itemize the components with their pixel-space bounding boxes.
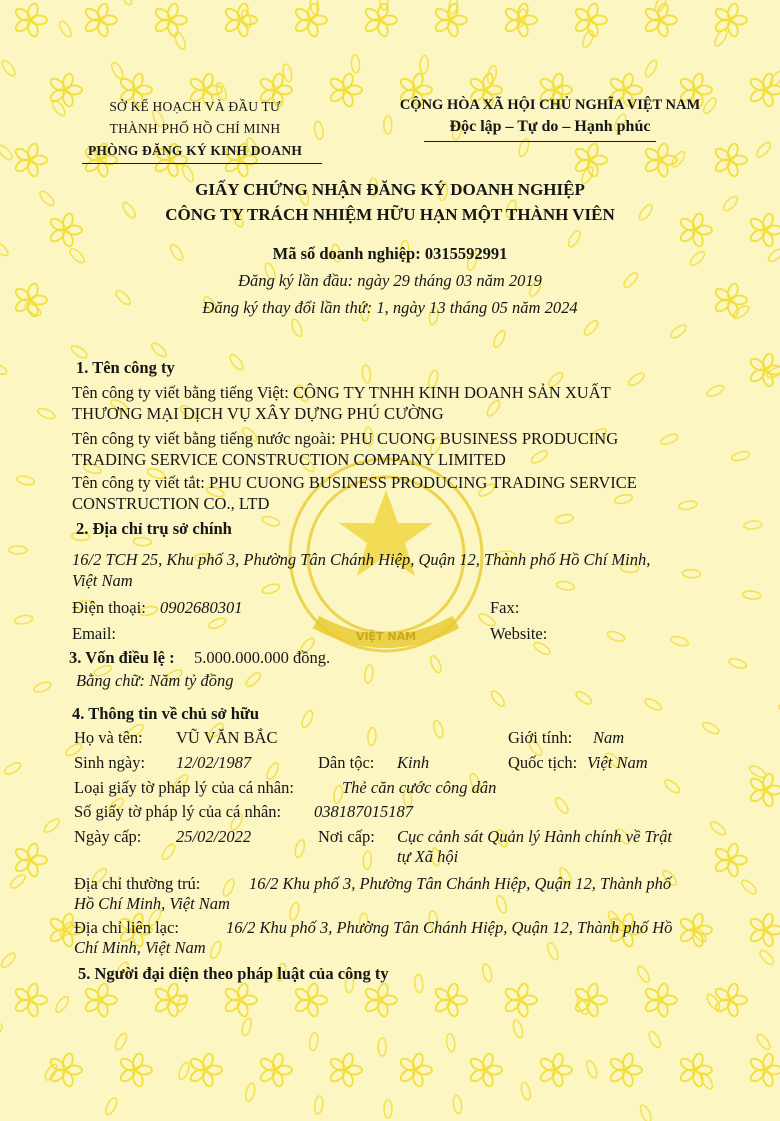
section-2-heading: 2. Địa chỉ trụ sở chính [76, 519, 232, 538]
nationality-value: Việt Nam [587, 753, 648, 772]
issuer-office: PHÒNG ĐĂNG KÝ KINH DOANH [87, 143, 303, 158]
fax-label: Fax: [490, 598, 520, 617]
company-name-foreign-line2: TRADING SERVICE CONSTRUCTION COMPANY LIMITED [72, 450, 506, 469]
national-title: CỘNG HÒA XÃ HỘI CHỦ NGHĨA VIỆT NAM [399, 97, 701, 113]
header-left-rule [82, 163, 322, 164]
enterprise-code: Mã số doanh nghiệp: 0315592991 [272, 244, 508, 263]
owner-name-value: VŨ VĂN BẮC [176, 728, 278, 747]
head-office-address-line1: 16/2 TCH 25, Khu phố 3, Phường Tân Chánh Hiệp, Quận 12, Thành phố Hồ Chí Minh, [72, 550, 651, 569]
company-name-short-line2: CONSTRUCTION CO., LTD [72, 494, 270, 513]
charter-capital-in-words: Bằng chữ: Năm tỷ đồng [76, 671, 234, 690]
section-1-heading: 1. Tên công ty [76, 358, 175, 377]
issuer-city: THÀNH PHỐ HỒ CHÍ MINH [109, 121, 281, 136]
issue-place-label: Nơi cấp: [318, 827, 375, 846]
section-4-heading: 4. Thông tin về chủ sở hữu [72, 704, 260, 723]
company-name-vn-line2: THƯƠNG MẠI DỊCH VỤ XÂY DỰNG PHÚ CƯỜNG [72, 404, 444, 423]
email-label: Email: [72, 624, 116, 643]
id-doc-type-value: Thẻ căn cước công dân [342, 778, 497, 797]
header-right-rule [424, 141, 656, 142]
head-office-address-line2: Việt Nam [72, 571, 133, 590]
ethnic-label: Dân tộc: [318, 753, 375, 772]
company-name-foreign-line1: Tên công ty viết bằng tiếng nước ngoài: PHU CUONG BUSINESS PRODUCING [72, 429, 619, 448]
permanent-address-line1: 16/2 Khu phố 3, Phường Tân Chánh Hiệp, Quận 12, Thành phố [249, 874, 672, 893]
id-doc-number-label: Số giấy tờ pháp lý của cá nhân: [74, 802, 282, 821]
first-registration-date: Đăng ký lần đầu: ngày 29 tháng 03 năm 2019 [238, 271, 542, 290]
website-label: Website: [490, 624, 548, 643]
dob-value: 12/02/1987 [176, 753, 252, 772]
issuer-department: SỞ KẾ HOẠCH VÀ ĐẦU TƯ [109, 99, 281, 114]
ethnic-value: Kinh [397, 753, 430, 772]
contact-address-line2: Chí Minh, Việt Nam [74, 938, 206, 957]
charter-capital-value: 5.000.000.000 đồng. [194, 648, 331, 667]
section-3-heading: 3. Vốn điều lệ : [69, 648, 175, 667]
gender-value: Nam [593, 728, 625, 747]
gender-label: Giới tính: [508, 728, 573, 747]
company-type: CÔNG TY TRÁCH NHIỆM HỮU HẠN MỘT THÀNH VIÊN [165, 205, 615, 224]
change-registration-date: Đăng ký thay đổi lần thứ: 1, ngày 13 tháng 05 năm 2024 [202, 298, 578, 317]
certificate-title: GIẤY CHỨNG NHẬN ĐĂNG KÝ DOANH NGHIỆP [195, 180, 585, 199]
issue-date-label: Ngày cấp: [74, 827, 142, 846]
phone-value: 0902680301 [160, 598, 243, 617]
issue-date-value: 25/02/2022 [176, 827, 252, 846]
section-5-heading: 5. Người đại diện theo pháp luật của công ty [78, 964, 389, 983]
phone-label: Điện thoại: [72, 598, 146, 617]
national-motto: Độc lập – Tự do – Hạnh phúc [449, 118, 651, 135]
contact-address-line1: 16/2 Khu phố 3, Phường Tân Chánh Hiệp, Quận 12, Thành phố Hồ [226, 918, 673, 937]
nationality-label: Quốc tịch: [508, 753, 578, 772]
permanent-address-line2: Hồ Chí Minh, Việt Nam [74, 894, 230, 913]
emblem-label: VIỆT NAM [355, 630, 417, 643]
company-name-short-line1: Tên công ty viết tắt: PHU CUONG BUSINESS PRODUCING TRADING SERVICE [72, 473, 637, 492]
dob-label: Sinh ngày: [74, 753, 146, 772]
contact-address-label: Địa chỉ liên lạc: [74, 918, 179, 937]
id-doc-type-label: Loại giấy tờ pháp lý của cá nhân: [74, 778, 294, 797]
issue-place-line2: tự Xã hội [397, 847, 459, 866]
owner-name-label: Họ và tên: [74, 728, 143, 747]
id-doc-number-value: 038187015187 [314, 802, 413, 821]
issue-place-line1: Cục cảnh sát Quản lý Hành chính về Trật [397, 827, 672, 846]
company-name-vn-line1: Tên công ty viết bằng tiếng Việt: CÔNG TY TNHH KINH DOANH SẢN XUẤT [72, 383, 611, 402]
permanent-address-label: Địa chỉ thường trú: [74, 874, 201, 893]
